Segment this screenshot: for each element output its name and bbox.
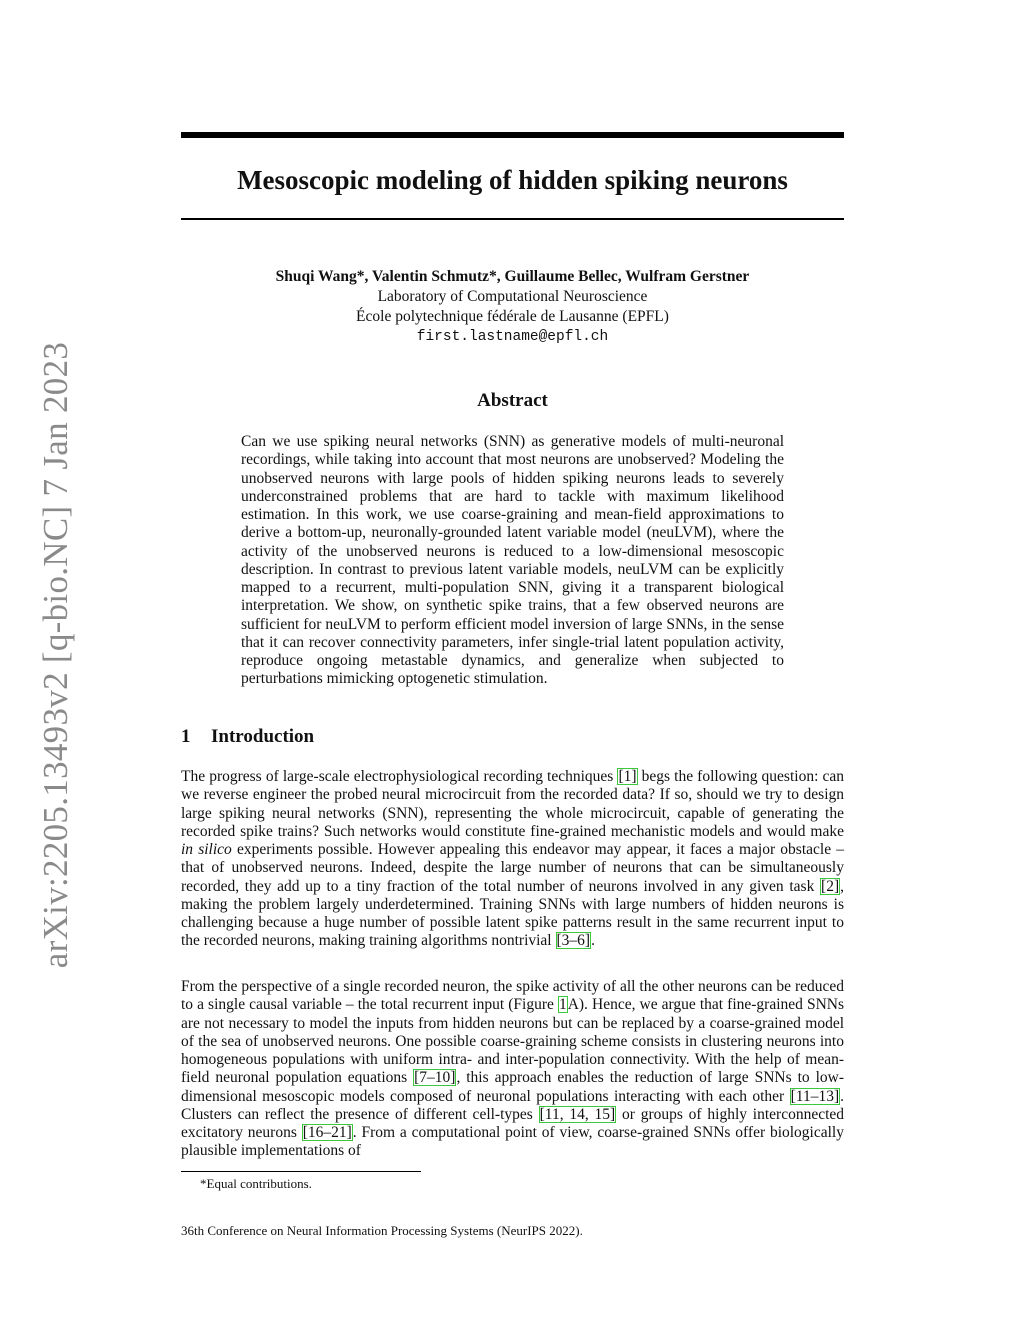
paper-title: Mesoscopic modeling of hidden spiking neurons	[237, 165, 788, 195]
text-run: .	[591, 932, 595, 950]
author-list: Shuqi Wang*, Valentin Schmutz*, Guillaume Bellec, Wulfram Gerstner	[275, 268, 750, 285]
text-run: begs the following question: can we reverse engineer the probed neural microcircuit from the recorded data? If so, should we try to design large spiking neural networks (SNN), representing the whole microcircuit, capable of generating the recorded spike trains? Such networks would constitute fine-grained mechanistic models and would make	[181, 768, 844, 840]
text-run: The progress of large-scale electrophysiological recording techniques	[181, 768, 618, 785]
text-run: A). Hence, we argue that fine-grained SNNs are not necessary to model the inputs from hidden neurons but can be replaced by a coarse-grained model of the sea of unobserved neurons. One possible coarse-graining scheme consists in clustering neurons into homogeneous populations with uniform intra- and inter-population connectivity. With the help of mean-field neuronal population equations	[181, 996, 844, 1087]
footnote-rule	[181, 1171, 421, 1172]
citation-link[interactable]: [16–21]	[302, 1124, 352, 1141]
text-run: , this approach enables the reduction of large SNNs to low-dimensional mesoscopic models composed of neuronal populations interacting with each other	[181, 1069, 844, 1105]
intro-paragraph-2	[181, 978, 844, 1161]
section-title: Introduction	[211, 726, 315, 747]
footnote: *Equal contributions.	[200, 1176, 312, 1191]
abstract-text: Can we use spiking neural networks (SNN) as generative models of multi-neuronal recordings, while taking into account that most neurons are unobserved? Modeling the unobserved neurons with large pools of hidden spiking neurons leads to severely underconstrained problems that are hard to tackle with maximum likelihood estimation. In this work, we use coarse-graining and mean-field approximations to derive a bottom-up, neuronally-grounded latent variable model (neuLVM), where the activity of the unobserved neurons is reduced to a low-dimensional mesoscopic description. In contrast to previous latent variable models, neuLVM can be explicitly mapped to a recurrent, multi-population SNN, giving it a transparent biological interpretation. We show, on synthetic spike trains, that a few observed neurons are sufficient for neuLVM to perform efficient model inversion of large SNNs, in the sense that it can recover connectivity parameters, infer single-trial latent population activity, reproduce ongoing metastable dynamics, and generalize when subjected to perturbations mimicking optogenetic stimulation.	[241, 433, 784, 688]
text-run: or groups of highly interconnected excitatory neurons	[181, 1105, 845, 1141]
author-email: first.lastname@epfl.ch	[416, 329, 609, 345]
citation-link[interactable]: [11–13]	[790, 1087, 840, 1105]
text-run: experiments possible. However appealing this endeavor may appear, it faces a major obstacle – that of unobserved neurons. Indeed, despite the large number of neurons that can be simultaneously recorded, they add up to a tiny fraction of the total number of neurons involved in any given task	[181, 841, 845, 895]
title-rule-bottom	[181, 218, 844, 220]
citation-link[interactable]: [2]	[821, 877, 840, 895]
conference-note: 36th Conference on Neural Information Processing Systems (NeurIPS 2022).	[181, 1223, 583, 1238]
arxiv-id-text: arXiv:2205.13493v2 [q-bio.NC] 7 Jan 2023	[36, 341, 76, 969]
citation-link[interactable]: [11, 14, 15]	[539, 1105, 616, 1123]
figure-link[interactable]: 1	[558, 996, 567, 1014]
citation-link[interactable]: [7–10]	[414, 1069, 456, 1087]
text-run: , making the problem largely underdetermined. Training SNNs with large numbers of hidden neurons is challenging because a huge number of possible latent spike patterns result in the same recurrent input to the recorded neurons, making training algorithms nontrivial	[181, 877, 844, 950]
affiliation-school: École polytechnique fédérale de Lausanne (EPFL)	[356, 308, 669, 325]
arxiv-watermark	[36, 341, 76, 969]
citation-link[interactable]: [3–6]	[556, 932, 591, 950]
citation-link[interactable]: [1]	[618, 768, 637, 785]
text-run: From the perspective of a single recorded neuron, the spike activity of all the other neurons can be reduced to a single causal variable – the total recurrent input (Figure	[181, 978, 844, 1014]
text-run: . From a computational point of view, coarse-grained SNNs offer biologically plausible implementations of	[181, 1124, 844, 1160]
title-rule-top	[181, 132, 844, 138]
author-block	[181, 267, 844, 347]
affiliation-lab: Laboratory of Computational Neuroscience	[377, 288, 648, 305]
section-number: 1	[181, 726, 191, 747]
abstract-heading: Abstract	[477, 390, 548, 411]
text-run: . Clusters can reflect the presence of different cell-types	[181, 1087, 844, 1123]
italic-text: in silico	[181, 841, 232, 858]
intro-paragraph-1	[181, 768, 844, 951]
section-heading-introduction	[181, 726, 314, 748]
